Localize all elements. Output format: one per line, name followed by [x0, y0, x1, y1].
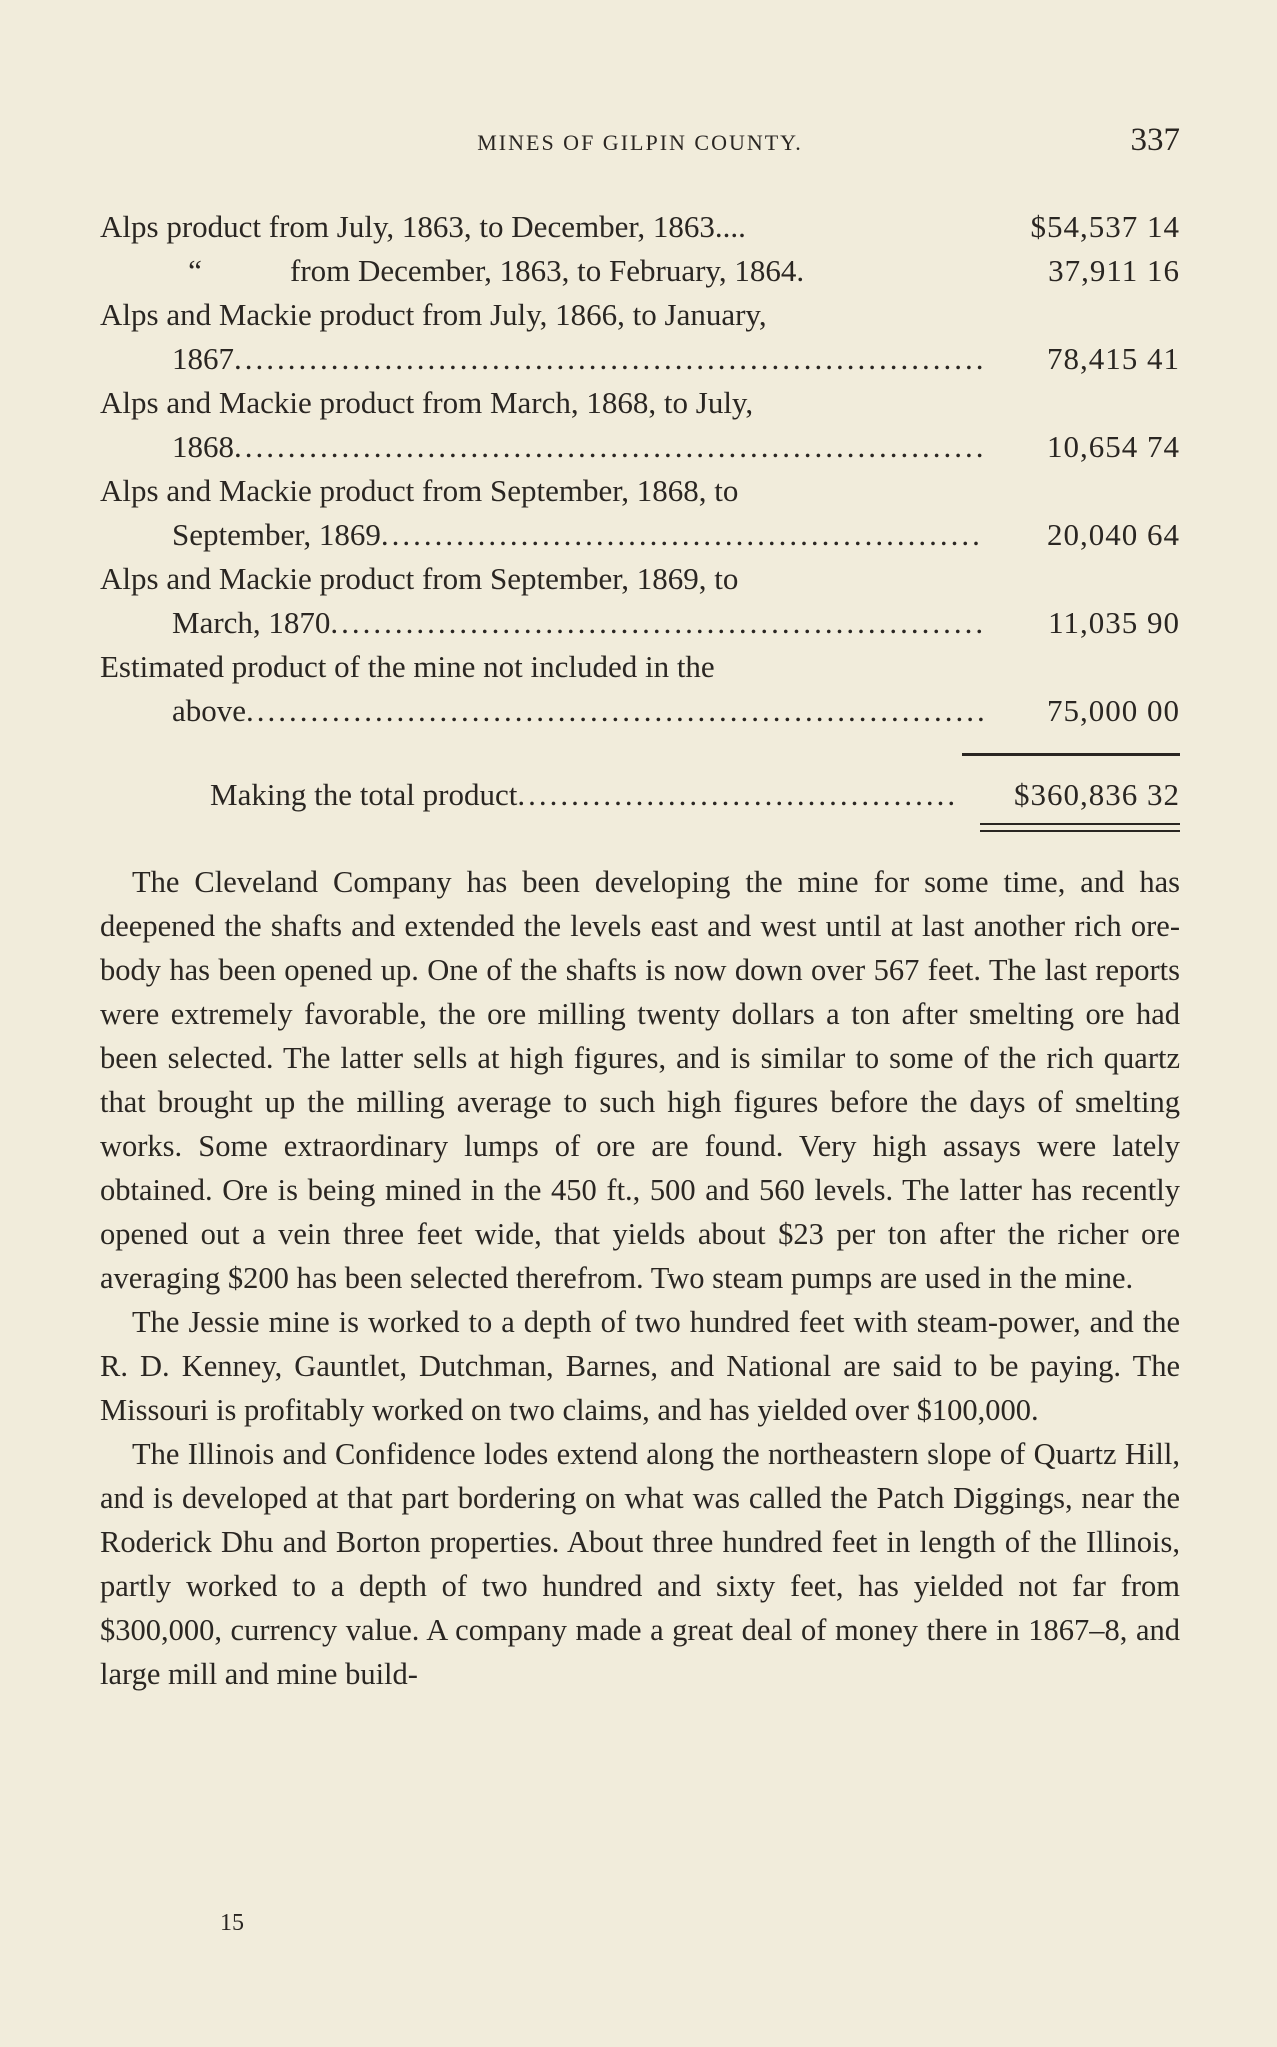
row-label: Estimated product of the mine not included in the: [100, 649, 715, 684]
page-number: 337: [1130, 122, 1180, 158]
row-amount: 10,654 74: [1047, 429, 1180, 464]
row-amount: 11,035 90: [1048, 605, 1180, 640]
table-row: [100, 557, 1180, 645]
table-row: [100, 469, 1180, 557]
row-amount: $54,537 14: [1030, 209, 1180, 244]
production-table: [100, 205, 1180, 837]
total-row: [100, 773, 1180, 817]
leader-dots: ........................................................: [380, 517, 983, 552]
ditto-mark: “: [188, 253, 202, 288]
signature-mark: 15: [220, 1910, 244, 1936]
leader-dots: ......................................................................: [234, 341, 987, 376]
table-row: [100, 249, 1180, 293]
row-label: Alps and Mackie product from September, 1869, to: [100, 561, 739, 596]
body-text: [100, 860, 1180, 1696]
total-double-rule: [980, 823, 1180, 832]
total-label: Making the total product: [210, 777, 518, 812]
leader-dots: ......................................................................: [234, 429, 987, 464]
row-amount: 78,415 41: [1047, 341, 1180, 376]
row-label-continued: above: [172, 693, 247, 728]
row-label-continued: 1867: [172, 341, 234, 376]
total-amount: $360,836 32: [1014, 777, 1180, 812]
table-row: [100, 645, 1180, 733]
row-label: Alps and Mackie product from March, 1868, to July,: [100, 385, 754, 420]
subtotal-rule: [962, 753, 1180, 756]
row-amount: 75,000 00: [1047, 693, 1180, 728]
row-label: Alps and Mackie product from July, 1866, to January,: [100, 297, 767, 332]
row-label: Alps product from July, 1863, to December, 1863....: [100, 209, 746, 244]
table-row: [100, 205, 1180, 249]
row-label-continued: March, 1870: [172, 605, 331, 640]
paragraph: The Jessie mine is worked to a depth of two hundred feet with steam-power, and the R. D. Kenney, Gauntlet, Dutchman, Barnes, and National are said to be paying. The Missouri is profitably worked on two claims, and has yielded over $100,000.: [100, 1305, 1180, 1427]
row-amount: 37,911 16: [1048, 253, 1180, 288]
leader-dots: .............................................................: [330, 605, 987, 640]
paragraph: The Illinois and Confidence lodes extend along the northeastern slope of Quartz Hill, and is developed at that part bordering on what was called the Patch Diggings, near the Roderick Dhu and Borton properties. About three hundred feet in length of the Illinois, partly worked to a depth of two hundred and sixty feet, has yielded not far from $300,000, currency value. A company made a great deal of money there in 1867–8, and large mill and mine build-: [100, 1437, 1180, 1691]
leader-dots: .....................................................................: [246, 693, 988, 728]
table-row: [100, 293, 1180, 381]
paragraph: The Cleveland Company has been developing the mine for some time, and has deepened the shafts and extended the levels east and west until at last another rich ore-body has been opened up. One of the shafts is now down over 567 feet. The last reports were extremely favorable, the ore milling twenty dollars a ton after smelting ore had been selected. The latter sells at high figures, and is similar to some of the rich quartz that brought up the milling average to such high figures before the days of smelting works. Some extraordinary lumps of ore are found. Very high assays were lately obtained. Ore is being mined in the 450 ft., 500 and 560 levels. The latter has recently opened out a vein three feet wide, that yields about $23 per ton after the richer ore averaging $200 has been selected therefrom. Two steam pumps are used in the mine.: [100, 865, 1180, 1295]
page-header: [100, 122, 1180, 162]
row-label: from December, 1863, to February, 1864.: [290, 253, 805, 288]
leader-dots: .........................................: [517, 777, 959, 812]
row-label-continued: 1868: [172, 429, 234, 464]
table-row: [100, 381, 1180, 469]
row-label-continued: September, 1869: [172, 517, 381, 552]
row-amount: 20,040 64: [1047, 517, 1180, 552]
running-title: MINES OF GILPIN COUNTY.: [477, 130, 803, 155]
row-label: Alps and Mackie product from September, 1868, to: [100, 473, 739, 508]
